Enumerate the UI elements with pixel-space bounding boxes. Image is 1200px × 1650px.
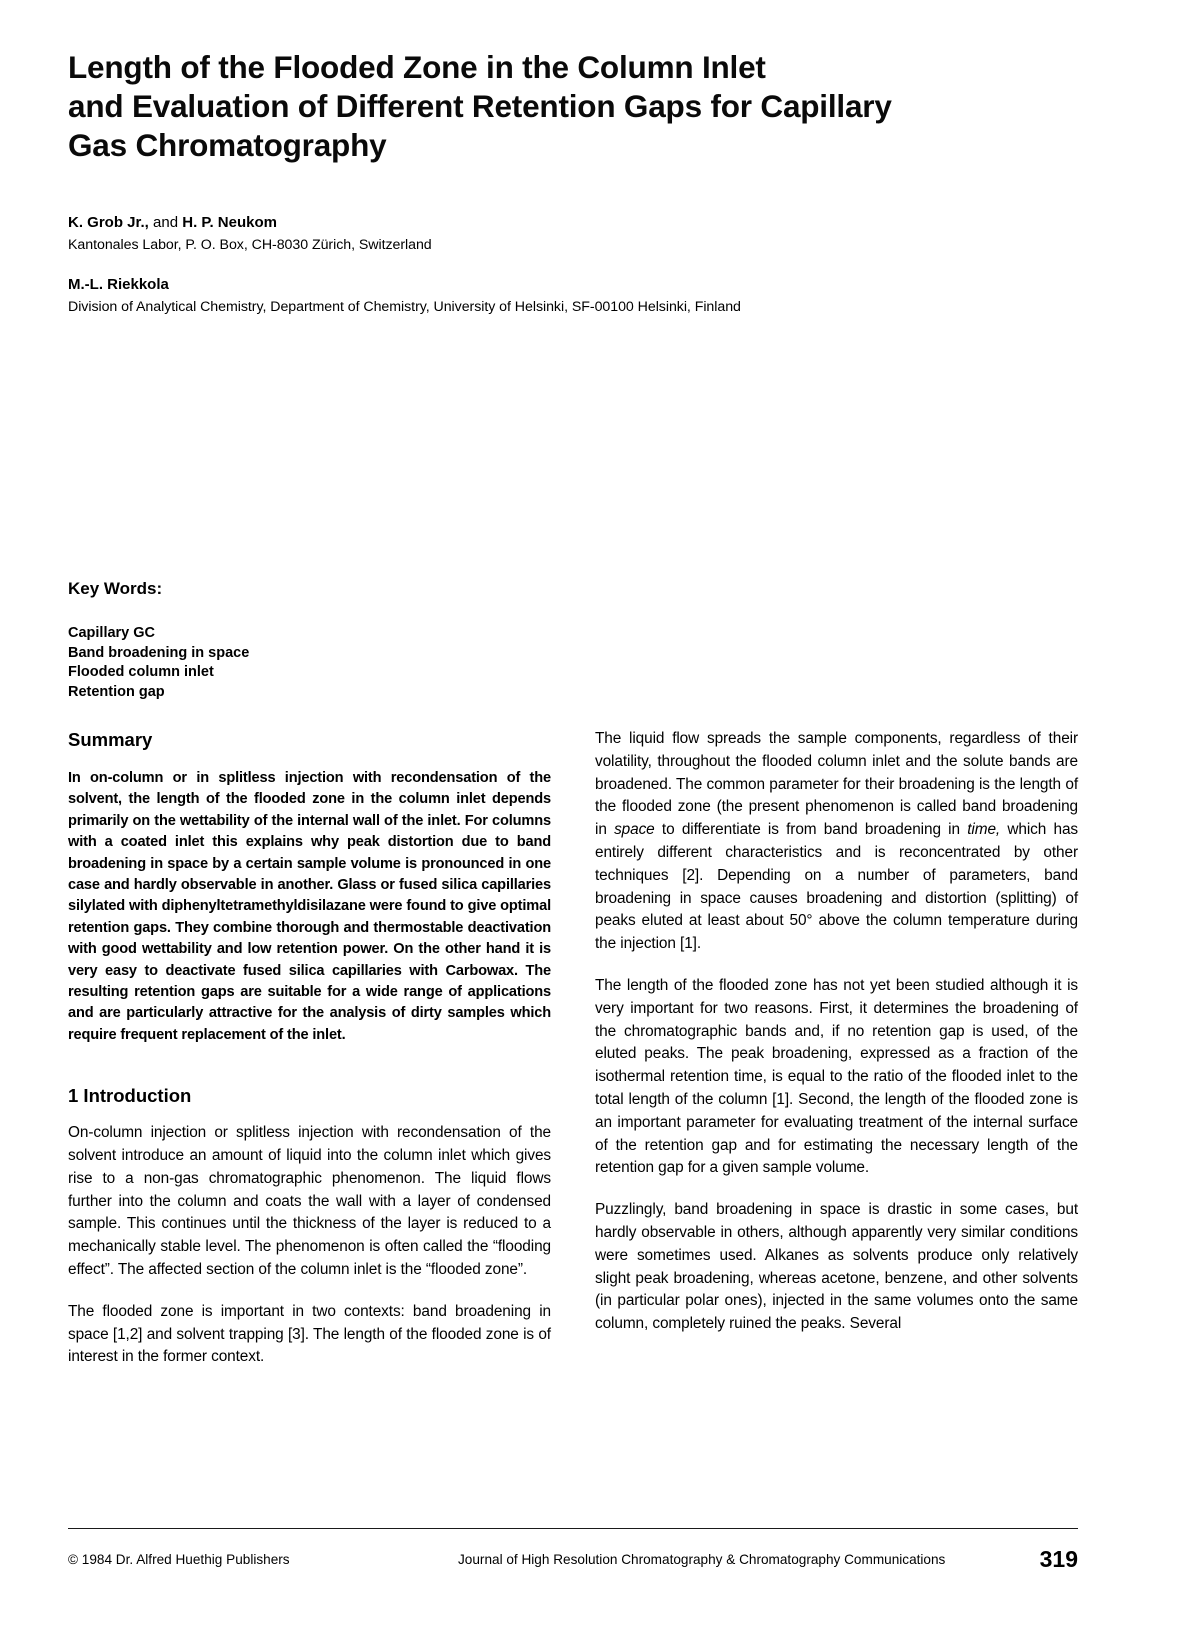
right-paragraph-2: The length of the flooded zone has not yet been studied although it is very important for two reasons. First, it determines the broadening of the chromatographic bands and, if no retention gap is used, of the eluted peaks. The peak broadening, expressed as a fraction of the isothermal retention time, is equal to the ratio of the flooded inlet to the total length of the column [1]. Second, the length of the flooded zone is an important parameter for evaluating treatment of the internal surface of the retention gap and for estimating the necessary length of the retention gap for a given sample volume. [595, 976, 1078, 1177]
title-line-2: and Evaluation of Different Retention Gaps for Capillary [68, 88, 892, 124]
author-group-1-names [68, 213, 1068, 233]
authors-block [68, 213, 1068, 317]
author-group-2-names [68, 275, 1068, 295]
introduction-heading: 1 Introduction [68, 1085, 192, 1107]
keyword-item: Capillary GC [68, 625, 156, 641]
author-name-grob: K. Grob Jr., [68, 214, 149, 231]
summary-heading: Summary [68, 729, 153, 750]
right-paragraph-1-text-a: The liquid flow spreads the sample components, regardless of their volatility, throughout the flooded column inlet and the solute bands are broadened. The common parameter for their broadening is the length of the flooded zone (the present phenomenon is called band broadening in [595, 730, 1078, 839]
right-paragraph-1-text-c: which has entirely different characteristics and is reconcentrated by other techniques [2]. Depending on a number of parameters, band broadening in space causes broadening and distortion (splitting) of peaks eluted at least about 50° above the column temperature during the injection [1]. [595, 821, 1078, 953]
footer-journal-name: Journal of High Resolution Chromatography & Chromatography Communications [458, 1552, 946, 1567]
footer-divider [68, 1528, 1078, 1529]
keyword-item: Band broadening in space [68, 644, 250, 661]
footer-page-number: 319 [1039, 1546, 1078, 1572]
affiliation-1: Kantonales Labor, P. O. Box, CH-8030 Zürich, Switzerland [68, 237, 432, 253]
right-column [595, 728, 1078, 1336]
keywords-block [68, 578, 568, 702]
summary-abstract: In on-column or in splitless injection with recondensation of the solvent, the length of the flooded zone in the column inlet depends primarily on the wettability of the internal wall of the inlet. For columns with a coated inlet this explains why peak distortion due to band broadening in space by a certain sample volume is pronounced in one case and hardly observable in another. Glass or fused silica capillaries silylated with diphenyltetramethyldisilazane were found to give optimal retention gaps. They combine thorough and thermostable deactivation with good wettability and low retention power. On the other hand it is very easy to deactivate fused silica capillaries with Carbowax. The resulting retention gaps are suitable for a wide range of applications and are particularly attractive for the analysis of dirty samples which require frequent replacement of the inlet. [68, 770, 551, 1043]
left-column [68, 728, 551, 1369]
introduction-paragraph-1: On-column injection or splitless injection with recondensation of the solvent introduce an amount of liquid into the column inlet which gives rise to a non-gas chromatographic phenomenon. The liquid flows further into the column and coats the wall with a layer of condensed sample. This continues until the thickness of the layer is reduced to a mechanically stable level. The phenomenon is often called the “flooding effect”. The affected section of the column inlet is the “flooded zone”. [68, 1124, 551, 1279]
right-paragraph-1-text-b: to differentiate is from band broadening in [654, 821, 968, 839]
title-line-3: Gas Chromatography [68, 127, 387, 163]
right-paragraph-1 [595, 728, 1078, 956]
keyword-item: Flooded column inlet [68, 664, 214, 680]
body-columns [68, 728, 1078, 1428]
author-conjunction: and [148, 214, 183, 231]
keyword-item: Retention gap [68, 683, 165, 700]
page-footer [68, 1545, 1078, 1585]
emphasis-time: time, [967, 821, 1001, 839]
affiliation-2: Division of Analytical Chemistry, Department of Chemistry, University of Helsinki, SF-00100 Helsinki, Finland [68, 299, 741, 315]
emphasis-space: space [614, 821, 655, 839]
author-name-neukom: H. P. Neukom [182, 214, 277, 231]
title-line-1: Length of the Flooded Zone in the Column Inlet [68, 49, 766, 85]
introduction-paragraph-2: The flooded zone is important in two contexts: band broadening in space [1,2] and solvent trapping [3]. The length of the flooded zone is of interest in the former context. [68, 1302, 551, 1366]
page-title [68, 48, 1068, 165]
footer-copyright: © 1984 Dr. Alfred Huethig Publishers [68, 1552, 290, 1567]
author-name-riekkola: M.-L. Riekkola [68, 276, 169, 293]
right-paragraph-3: Puzzlingly, band broadening in space is drastic in some cases, but hardly observable in others, although apparently very similar conditions were sometimes used. Alkanes as solvents produce only relatively slight peak broadening, whereas acetone, benzene, and other solvents (in particular polar ones), injected in the same volumes onto the same column, completely ruined the peaks. Several [595, 1201, 1078, 1333]
keywords-heading: Key Words: [68, 579, 163, 598]
